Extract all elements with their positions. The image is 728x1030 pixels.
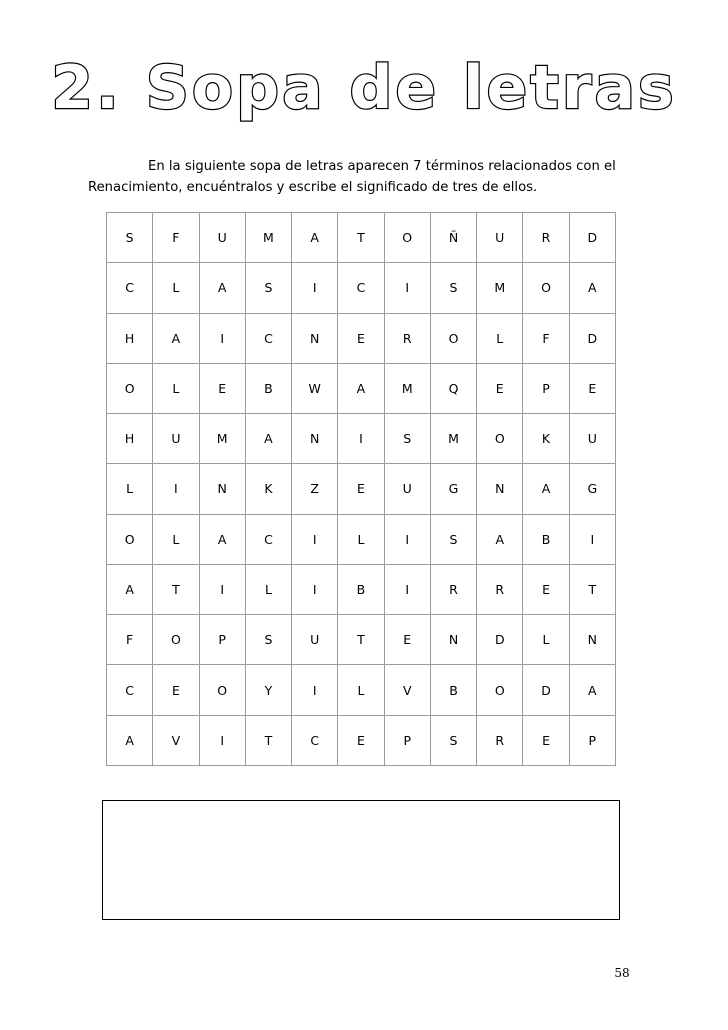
grid-cell: P bbox=[569, 715, 615, 765]
grid-row bbox=[107, 715, 616, 765]
grid-cell: F bbox=[523, 313, 569, 363]
grid-cell: I bbox=[384, 514, 430, 564]
grid-cell: B bbox=[338, 564, 384, 614]
grid-cell: I bbox=[292, 665, 338, 715]
grid-cell: A bbox=[199, 514, 245, 564]
grid-cell: M bbox=[384, 363, 430, 413]
grid-cell: M bbox=[199, 414, 245, 464]
grid-cell: U bbox=[477, 213, 523, 263]
grid-cell: Y bbox=[245, 665, 291, 715]
grid-cell: B bbox=[430, 665, 476, 715]
grid-cell: R bbox=[430, 564, 476, 614]
grid-cell: M bbox=[477, 263, 523, 313]
grid-cell: V bbox=[384, 665, 430, 715]
grid-cell: I bbox=[292, 514, 338, 564]
grid-cell: A bbox=[477, 514, 523, 564]
grid-cell: Ñ bbox=[430, 213, 476, 263]
grid-cell: S bbox=[107, 213, 153, 263]
grid-cell: S bbox=[384, 414, 430, 464]
grid-row bbox=[107, 665, 616, 715]
grid-cell: L bbox=[153, 263, 199, 313]
grid-cell: S bbox=[430, 514, 476, 564]
grid-cell: W bbox=[292, 363, 338, 413]
grid-row bbox=[107, 615, 616, 665]
grid-cell: A bbox=[292, 213, 338, 263]
grid-cell: M bbox=[245, 213, 291, 263]
grid-cell: P bbox=[384, 715, 430, 765]
grid-cell: L bbox=[338, 665, 384, 715]
grid-cell: D bbox=[569, 313, 615, 363]
grid-cell: C bbox=[245, 514, 291, 564]
grid-cell: U bbox=[153, 414, 199, 464]
grid-cell: R bbox=[523, 213, 569, 263]
grid-cell: P bbox=[199, 615, 245, 665]
grid-cell: N bbox=[477, 464, 523, 514]
grid-cell: E bbox=[523, 564, 569, 614]
grid-cell: O bbox=[153, 615, 199, 665]
grid-cell: N bbox=[199, 464, 245, 514]
grid-cell: N bbox=[569, 615, 615, 665]
grid-cell: L bbox=[107, 464, 153, 514]
grid-cell: V bbox=[153, 715, 199, 765]
grid-cell: B bbox=[245, 363, 291, 413]
grid-cell: C bbox=[292, 715, 338, 765]
grid-cell: C bbox=[107, 665, 153, 715]
grid-cell: C bbox=[245, 313, 291, 363]
grid-cell: D bbox=[523, 665, 569, 715]
grid-cell: B bbox=[523, 514, 569, 564]
grid-cell: I bbox=[199, 715, 245, 765]
grid-cell: A bbox=[569, 665, 615, 715]
grid-cell: F bbox=[153, 213, 199, 263]
grid-cell: S bbox=[430, 715, 476, 765]
grid-cell: I bbox=[199, 313, 245, 363]
grid-cell: H bbox=[107, 313, 153, 363]
grid-cell: A bbox=[153, 313, 199, 363]
instructions-text: En la siguiente sopa de letras aparecen 7 términos relacionados con el Renacimiento, encuéntralos y escribe el significado de tres de ellos. bbox=[88, 159, 616, 195]
grid-cell: Z bbox=[292, 464, 338, 514]
grid-cell: E bbox=[384, 615, 430, 665]
grid-cell: L bbox=[245, 564, 291, 614]
grid-cell: I bbox=[199, 564, 245, 614]
grid-cell: D bbox=[569, 213, 615, 263]
grid-cell: I bbox=[292, 263, 338, 313]
grid-cell: K bbox=[245, 464, 291, 514]
grid-cell: E bbox=[199, 363, 245, 413]
grid-cell: L bbox=[338, 514, 384, 564]
grid-cell: P bbox=[523, 363, 569, 413]
grid-row bbox=[107, 263, 616, 313]
grid-cell: C bbox=[107, 263, 153, 313]
grid-cell: T bbox=[569, 564, 615, 614]
grid-cell: O bbox=[107, 363, 153, 413]
grid-row bbox=[107, 363, 616, 413]
grid-cell: U bbox=[199, 213, 245, 263]
grid-cell: G bbox=[569, 464, 615, 514]
grid-cell: Q bbox=[430, 363, 476, 413]
grid-cell: D bbox=[477, 615, 523, 665]
grid-cell: A bbox=[569, 263, 615, 313]
grid-cell: E bbox=[338, 464, 384, 514]
grid-cell: N bbox=[292, 313, 338, 363]
grid-cell: I bbox=[338, 414, 384, 464]
grid-cell: E bbox=[338, 313, 384, 363]
grid-cell: T bbox=[338, 213, 384, 263]
grid-cell: T bbox=[153, 564, 199, 614]
answer-box[interactable] bbox=[102, 800, 620, 920]
grid-cell: N bbox=[292, 414, 338, 464]
grid-cell: A bbox=[107, 564, 153, 614]
grid-cell: E bbox=[477, 363, 523, 413]
grid-cell: R bbox=[384, 313, 430, 363]
grid-cell: O bbox=[384, 213, 430, 263]
grid-cell: O bbox=[430, 313, 476, 363]
grid-cell: C bbox=[338, 263, 384, 313]
grid-cell: O bbox=[107, 514, 153, 564]
page-number: 58 bbox=[614, 966, 630, 980]
grid-cell: F bbox=[107, 615, 153, 665]
grid-cell: A bbox=[245, 414, 291, 464]
grid-cell: E bbox=[569, 363, 615, 413]
word-search-grid bbox=[106, 212, 616, 766]
grid-cell: O bbox=[477, 665, 523, 715]
grid-cell: M bbox=[430, 414, 476, 464]
grid-cell: O bbox=[199, 665, 245, 715]
grid-cell: I bbox=[153, 464, 199, 514]
grid-cell: T bbox=[338, 615, 384, 665]
grid-cell: L bbox=[153, 514, 199, 564]
grid-cell: H bbox=[107, 414, 153, 464]
grid-cell: E bbox=[153, 665, 199, 715]
grid-cell: A bbox=[107, 715, 153, 765]
grid-cell: S bbox=[245, 615, 291, 665]
grid-cell: G bbox=[430, 464, 476, 514]
grid-cell: I bbox=[292, 564, 338, 614]
grid-cell: O bbox=[477, 414, 523, 464]
grid-cell: U bbox=[292, 615, 338, 665]
grid-cell: L bbox=[477, 313, 523, 363]
grid-cell: A bbox=[523, 464, 569, 514]
grid-cell: I bbox=[384, 263, 430, 313]
grid-cell: K bbox=[523, 414, 569, 464]
grid-cell: O bbox=[523, 263, 569, 313]
grid-cell: L bbox=[153, 363, 199, 413]
grid-row bbox=[107, 313, 616, 363]
grid-cell: I bbox=[384, 564, 430, 614]
grid-cell: E bbox=[338, 715, 384, 765]
grid-row bbox=[107, 514, 616, 564]
grid-row bbox=[107, 464, 616, 514]
page-title: 2. Sopa de letras bbox=[51, 53, 677, 123]
grid-cell: S bbox=[245, 263, 291, 313]
grid-row bbox=[107, 564, 616, 614]
grid-cell: L bbox=[523, 615, 569, 665]
grid-cell: A bbox=[199, 263, 245, 313]
grid-cell: E bbox=[523, 715, 569, 765]
grid-cell: N bbox=[430, 615, 476, 665]
grid-cell: U bbox=[569, 414, 615, 464]
grid-cell: T bbox=[245, 715, 291, 765]
grid-cell: R bbox=[477, 715, 523, 765]
grid-row bbox=[107, 414, 616, 464]
grid-cell: R bbox=[477, 564, 523, 614]
grid-cell: A bbox=[338, 363, 384, 413]
grid-row bbox=[107, 213, 616, 263]
grid-cell: S bbox=[430, 263, 476, 313]
title-banner bbox=[0, 38, 728, 138]
grid-cell: I bbox=[569, 514, 615, 564]
grid-cell: U bbox=[384, 464, 430, 514]
